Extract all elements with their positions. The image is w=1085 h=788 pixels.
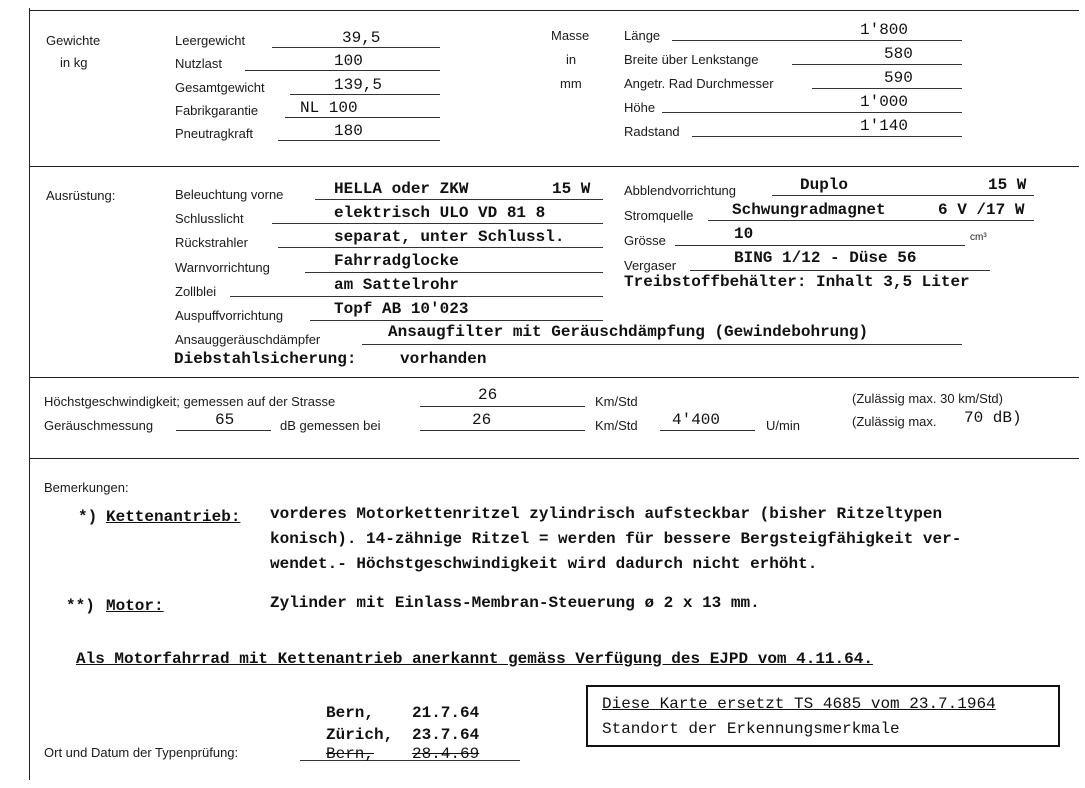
noise-speed-line bbox=[420, 430, 585, 431]
noise-label: Geräuschmessung bbox=[44, 418, 154, 433]
dimensions-title-1: Masse bbox=[551, 28, 590, 43]
eq-label-zollblei: Zollblei bbox=[175, 284, 217, 299]
dim-label-laenge: Länge bbox=[624, 28, 661, 43]
weight-line-fabrikgarantie bbox=[285, 117, 440, 118]
eq-line-beleuchtung bbox=[315, 199, 603, 200]
eq-label-vergaser: Vergaser bbox=[624, 258, 677, 273]
footer-place-2: Zürich, bbox=[326, 726, 394, 744]
eq-fuel-tank: Treibstoffbehälter: Inhalt 3,5 Liter bbox=[624, 273, 970, 291]
remark1-line2: konisch). 14-zähnige Ritzel = werden für bessere Bergsteigfähigkeit ver- bbox=[270, 530, 962, 548]
left-border bbox=[29, 8, 30, 780]
eq-label-auspuff: Auspuffvorrichtung bbox=[175, 308, 284, 323]
eq-label-beleuchtung: Beleuchtung vorne bbox=[175, 187, 284, 202]
dim-label-hoehe: Höhe bbox=[624, 100, 656, 115]
eq-value-groesse: 10 bbox=[734, 225, 754, 243]
noise-rpm-line bbox=[660, 430, 755, 431]
eq-label-schlusslicht: Schlusslicht bbox=[175, 211, 244, 226]
eq-line-warnvorrichtung bbox=[305, 272, 603, 273]
dim-value-breite: 580 bbox=[884, 45, 913, 63]
weight-line-nutzlast bbox=[245, 70, 440, 71]
eq-value-zollblei: am Sattelrohr bbox=[334, 276, 459, 294]
divider-3 bbox=[29, 458, 1079, 459]
footer-place-3: Bern, bbox=[326, 745, 375, 763]
footer-place-date-label: Ort und Datum der Typenprüfung: bbox=[44, 745, 239, 760]
eq-line-groesse bbox=[675, 245, 965, 246]
noise-note-value: 70 dB) bbox=[964, 409, 1022, 427]
footer-date-2: 23.7.64 bbox=[412, 726, 480, 744]
speed-unit: Km/Std bbox=[595, 394, 638, 409]
dim-line-radstand bbox=[692, 136, 962, 137]
weight-label-fabrikgarantie: Fabrikgarantie bbox=[175, 103, 259, 118]
remark2-marker: **) bbox=[66, 597, 95, 615]
eq-line-vergaser bbox=[690, 270, 990, 271]
dim-value-rad: 590 bbox=[884, 69, 913, 87]
box-line-1: Diese Karte ersetzt TS 4685 vom 23.7.1964 bbox=[602, 695, 996, 713]
eq-extra-abblend: 15 W bbox=[988, 176, 1027, 194]
dim-label-rad: Angetr. Rad Durchmesser bbox=[624, 76, 774, 91]
noise-note-prefix: (Zulässig max. bbox=[852, 414, 937, 429]
eq-extra-beleuchtung: 15 W bbox=[552, 180, 591, 198]
dim-line-hoehe bbox=[662, 112, 962, 113]
dim-value-laenge: 1'800 bbox=[860, 21, 909, 39]
noise-rpm: 4'400 bbox=[672, 411, 721, 429]
noise-speed: 26 bbox=[472, 411, 492, 429]
footer-date-1: 21.7.64 bbox=[412, 704, 480, 722]
eq-label-abblend: Abblendvorrichtung bbox=[624, 183, 737, 198]
eq-value-beleuchtung: HELLA oder ZKW bbox=[334, 180, 469, 198]
noise-rpm-unit: U/min bbox=[766, 418, 800, 433]
weight-label-nutzlast: Nutzlast bbox=[175, 56, 222, 71]
remarks-title: Bemerkungen: bbox=[44, 480, 129, 495]
weight-value-pneutragkraft: 180 bbox=[334, 122, 363, 140]
eq-extra-stromquelle: 6 V /17 W bbox=[938, 201, 1025, 219]
weight-label-leergewicht: Leergewicht bbox=[175, 33, 246, 48]
remark1-marker: *) bbox=[78, 508, 98, 526]
weights-title-1: Gewichte bbox=[46, 33, 101, 48]
divider-1 bbox=[29, 166, 1079, 167]
footer-date-3: 28.4.69 bbox=[412, 745, 480, 763]
weight-value-leergewicht: 39,5 bbox=[342, 29, 381, 47]
eq-label-ansaug: Ansauggeräuschdämpfer bbox=[175, 332, 321, 347]
eq-value-auspuff: Topf AB 10'023 bbox=[334, 300, 469, 318]
eq-line-abblend bbox=[772, 195, 1034, 196]
eq-line-ansaug bbox=[362, 344, 962, 345]
weight-label-gesamtgewicht: Gesamtgewicht bbox=[175, 80, 265, 95]
dimensions-title-2: in bbox=[566, 52, 577, 67]
eq-label-groesse: Grösse bbox=[624, 233, 666, 248]
eq-label-rueckstrahler: Rückstrahler bbox=[175, 235, 248, 250]
eq-value-vergaser: BING 1/12 - Düse 56 bbox=[734, 249, 917, 267]
noise-unit: Km/Std bbox=[595, 418, 638, 433]
noise-value: 65 bbox=[215, 411, 235, 429]
dim-value-radstand: 1'140 bbox=[860, 117, 909, 135]
weight-value-fabrikgarantie: NL 100 bbox=[300, 99, 358, 117]
weight-line-gesamtgewicht bbox=[290, 94, 440, 95]
eq-line-auspuff bbox=[310, 320, 603, 321]
dim-label-radstand: Radstand bbox=[624, 124, 680, 139]
dimensions-title-3: mm bbox=[560, 76, 582, 91]
noise-line bbox=[176, 430, 271, 431]
eq-extra-groesse: cm³ bbox=[970, 232, 987, 243]
eq-line-schlusslicht bbox=[272, 223, 603, 224]
footer-place-1: Bern, bbox=[326, 704, 375, 722]
approval-text: Als Motorfahrrad mit Kettenantrieb anerkannt gemäss Verfügung des EJPD vom 4.11.64. bbox=[76, 650, 873, 668]
remark1-line3: wendet.- Höchstgeschwindigkeit wird dadurch nicht erhöht. bbox=[270, 555, 818, 573]
noise-label2: dB gemessen bei bbox=[280, 418, 381, 433]
eq-value-ansaug: Ansaugfilter mit Geräuschdämpfung (Gewindebohrung) bbox=[388, 323, 869, 341]
eq-value-abblend: Duplo bbox=[800, 176, 849, 194]
divider-2 bbox=[29, 377, 1079, 378]
weight-label-pneutragkraft: Pneutragkraft bbox=[175, 126, 254, 141]
speed-line bbox=[420, 406, 585, 407]
eq-value-warnvorrichtung: Fahrradglocke bbox=[334, 252, 459, 270]
equipment-title: Ausrüstung: bbox=[46, 188, 116, 203]
speed-value: 26 bbox=[478, 386, 498, 404]
weight-line-leergewicht bbox=[272, 47, 440, 48]
remark2-label: Motor: bbox=[106, 597, 164, 615]
eq-line-stromquelle bbox=[708, 220, 1034, 221]
remark2-text: Zylinder mit Einlass-Membran-Steuerung ø 2 x 13 mm. bbox=[270, 594, 760, 612]
weight-value-nutzlast: 100 bbox=[334, 52, 363, 70]
box-line-2: Standort der Erkennungsmerkmale bbox=[602, 720, 900, 738]
eq-value-stromquelle: Schwungradmagnet bbox=[732, 201, 886, 219]
weight-line-pneutragkraft bbox=[278, 140, 440, 141]
speed-note: (Zulässig max. 30 km/Std) bbox=[852, 391, 1003, 406]
speed-label: Höchstgeschwindigkeit; gemessen auf der Strasse bbox=[44, 394, 336, 409]
remark1-line1: vorderes Motorkettenritzel zylindrisch aufsteckbar (bisher Ritzeltypen bbox=[270, 505, 943, 523]
eq-value-rueckstrahler: separat, unter Schlussl. bbox=[334, 228, 565, 246]
dim-label-breite: Breite über Lenkstange bbox=[624, 52, 759, 67]
dim-line-rad bbox=[812, 88, 962, 89]
eq-theft-label: Diebstahlsicherung: bbox=[174, 350, 357, 368]
eq-label-stromquelle: Stromquelle bbox=[624, 208, 694, 223]
top-border bbox=[29, 10, 1079, 11]
eq-label-warnvorrichtung: Warnvorrichtung bbox=[175, 260, 270, 275]
eq-line-zollblei bbox=[230, 296, 603, 297]
eq-theft-value: vorhanden bbox=[400, 350, 487, 368]
weights-title-2: in kg bbox=[60, 55, 88, 70]
remark1-label: Kettenantrieb: bbox=[106, 508, 241, 526]
dim-line-laenge bbox=[672, 40, 962, 41]
dim-line-breite bbox=[792, 64, 962, 65]
eq-value-schlusslicht: elektrisch ULO VD 81 8 bbox=[334, 204, 546, 222]
eq-line-rueckstrahler bbox=[278, 247, 603, 248]
dim-value-hoehe: 1'000 bbox=[860, 93, 909, 111]
weight-value-gesamtgewicht: 139,5 bbox=[334, 76, 383, 94]
